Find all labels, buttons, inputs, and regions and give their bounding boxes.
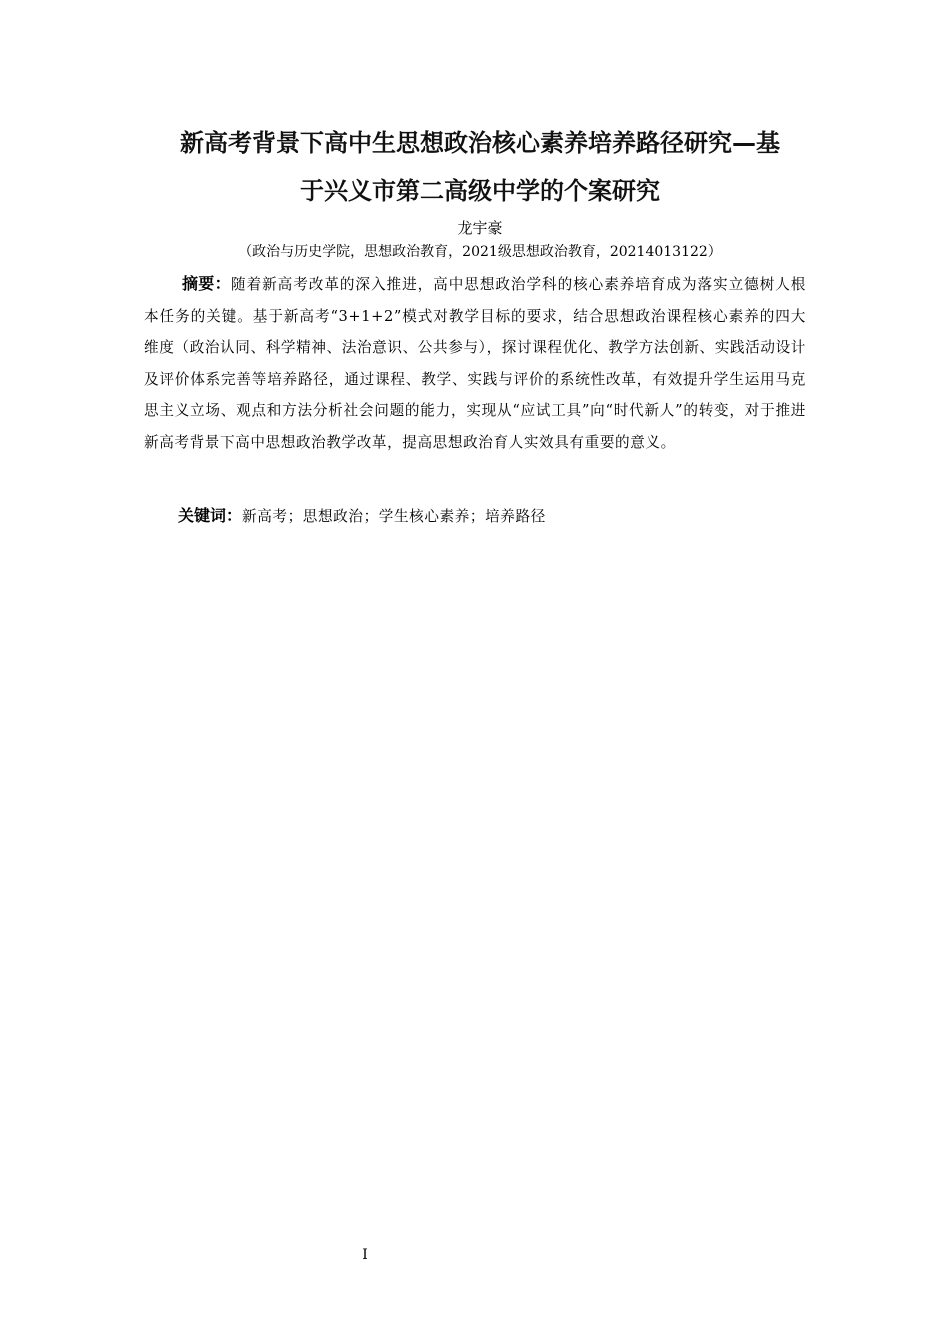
abstract: [144, 268, 806, 459]
page-number: I: [362, 1247, 368, 1263]
keywords-label: 关键词：: [178, 506, 243, 525]
keywords-text: 新高考；思想政治；学生核心素养；培养路径: [242, 508, 546, 525]
keywords: [178, 503, 798, 530]
author-affiliation: （政治与历史学院，思想政治教育，2021级思想政治教育，20214013122）: [238, 244, 722, 260]
paper-title-line-1: 新高考背景下高中生思想政治核心素养培养路径研究—基: [180, 129, 780, 157]
abstract-label: 摘要：: [181, 274, 232, 293]
paper-title-line-2: 于兴义市第二高级中学的个案研究: [300, 177, 660, 205]
author-name: 龙宇豪: [457, 219, 503, 237]
abstract-text: 随着新高考改革的深入推进，高中思想政治学科的核心素养培育成为落实立德树人根本任务的关键。基于新高考“3+1+2”模式对教学目标的要求，结合思想政治课程核心素养的四大维度（政治认同、科学精神、法治意识、公共参与），探讨课程优化、教学方法创新、实践活动设计及评价体系完善等培养路径，通过课程、教学、实践与评价的系统性改革，有效提升学生运用马克思主义立场、观点和方法分析社会问题的能力，实现从“应试工具”向“时代新人”的转变，对于推进新高考背景下高中思想政治教学改革，提高思想政治育人实效具有重要的意义。: [144, 276, 806, 451]
